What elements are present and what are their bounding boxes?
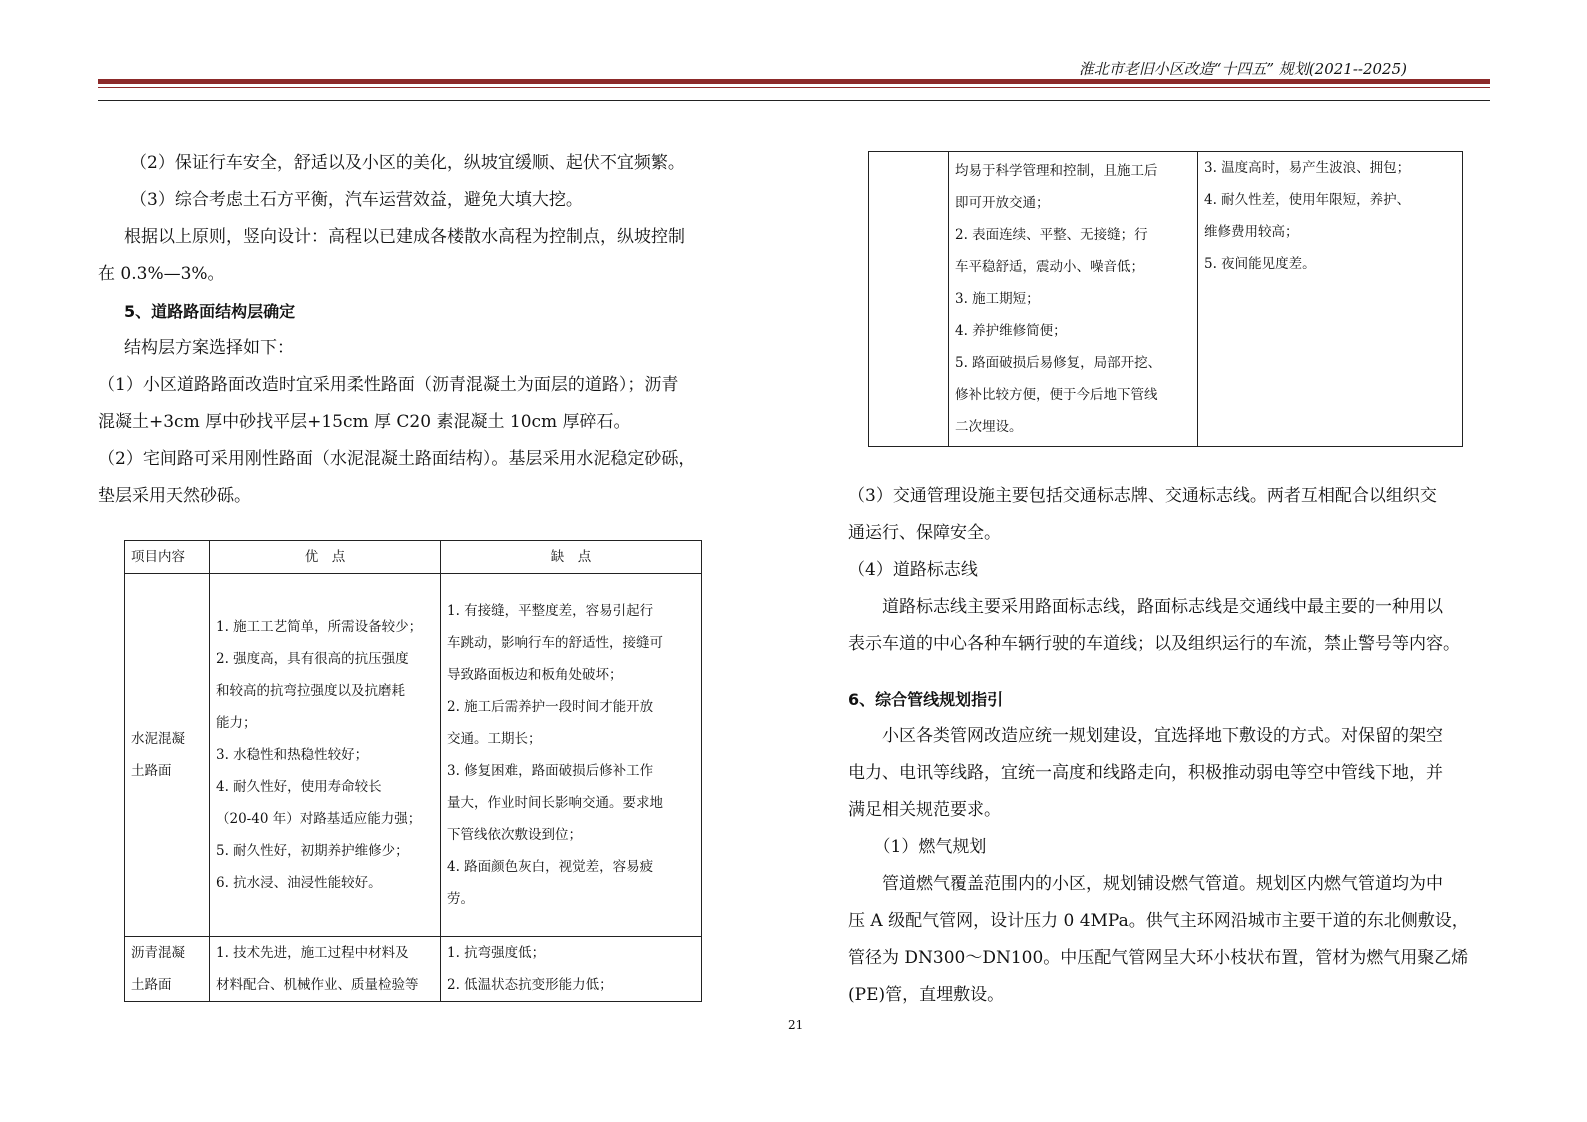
page-header-title: 淮北市老旧小区改造“十四五” 规划(2021--2025)	[1078, 60, 1407, 78]
spacer	[848, 663, 1488, 681]
paragraph: 满足相关规范要求。	[848, 800, 1001, 820]
row-pros-cell: 均易于科学管理和控制，且施工后 即可开放交通； 2. 表面连续、平整、无接缝；行 车平稳舒适，震动小、噪音低； 3. 施工期短； 4. 养护维修简便； 5. 路面破损后易修复，局部开挖、 修补比较方便，便于今后地下管线 二次埋设。	[949, 152, 1198, 447]
row-pros-cell: 1. 施工工艺简单，所需设备较少； 2. 强度高，具有很高的抗压强度 和较高的抗弯拉强度以及抗磨耗 能力； 3. 水稳性和热稳性较好； 4. 耐久性好，使用寿命较长 （20-40 年）对路基适应能力强； 5. 耐久性好，初期养护维修少； 6. 抗水浸、油浸性能较好。	[210, 574, 441, 937]
table-row	[869, 152, 1463, 447]
paragraph: 结构层方案选择如下：	[124, 338, 294, 358]
paragraph: （2）宅间路可采用刚性路面（水泥混凝土路面结构）。基层采用水泥稳定砂砾，	[98, 449, 696, 469]
paragraph: 表示车道的中心各种车辆行驶的车道线；以及组织运行的车流，禁止警号等内容。	[848, 634, 1460, 654]
paragraph: 在 0.3%—3%。	[98, 264, 225, 284]
header-item: 项目内容	[125, 541, 210, 574]
row-name-cell: 沥青混凝 土路面	[125, 937, 210, 1002]
right-column	[848, 478, 1488, 1014]
row-pros-cell: 1. 技术先进，施工过程中材料及 材料配合、机械作业、质量检验等	[210, 937, 441, 1002]
paragraph: （1）小区道路路面改造时宜采用柔性路面（沥青混凝土为面层的道路）；沥青	[98, 375, 679, 395]
pavement-comparison-table	[124, 540, 702, 1002]
header-pros: 优 点	[210, 541, 441, 574]
section-heading-6: 6、综合管线规划指引	[848, 690, 1004, 709]
pavement-comparison-table-continued	[868, 151, 1463, 447]
table-row	[125, 937, 702, 1002]
paragraph: 通运行、保障安全。	[848, 523, 1001, 543]
paragraph: （1）燃气规划	[848, 837, 987, 857]
paragraph: （3）综合考虑土石方平衡，汽车运营效益，避免大填大挖。	[130, 190, 583, 210]
paragraph: 压 A 级配气管网，设计压力 0 4MPa。供气主环网沿城市主要干道的东北侧敷设，	[848, 911, 1469, 931]
header-rule-thick	[98, 79, 1490, 84]
paragraph: 垫层采用天然砂砾。	[98, 486, 251, 506]
table-header-row	[125, 541, 702, 574]
left-column	[98, 145, 738, 515]
header-rule-bottom	[98, 100, 1490, 101]
paragraph: 根据以上原则，竖向设计：高程以已建成各楼散水高程为控制点，纵坡控制	[124, 227, 685, 247]
header-cons: 缺 点	[441, 541, 702, 574]
row-cons-cell: 3. 温度高时，易产生波浪、拥包； 4. 耐久性差，使用年限短，养护、 维修费用较高； 5. 夜间能见度差。	[1198, 152, 1463, 447]
section-heading-5: 5、道路路面结构层确定	[124, 302, 296, 321]
paragraph: 电力、电讯等线路，宜统一高度和线路走向，积极推动弱电等空中管线下地，并	[848, 763, 1443, 783]
paragraph: 混凝土+3cm 厚中砂找平层+15cm 厚 C20 素混凝土 10cm 厚碎石。	[98, 412, 631, 432]
paragraph: 管径为 DN300～DN100。中压配气管网呈大环小枝状布置，管材为燃气用聚乙烯	[848, 948, 1469, 968]
paragraph: （4）道路标志线	[848, 560, 978, 580]
row-name-cell: 水泥混凝 土路面	[125, 574, 210, 937]
row-cons-cell: 1. 有接缝，平整度差，容易引起行 车跳动，影响行车的舒适性，接缝可 导致路面板边和板角处破坏； 2. 施工后需养护一段时间才能开放 交通。工期长； 3. 修复困难，路面破损后修补工作 量大，作业时间长影响交通。要求地 下管线依次敷设到位； 4. 路面颜色灰白，视觉差，容易疲 劳。	[441, 574, 702, 937]
paragraph: (PE)管，直埋敷设。	[848, 985, 1005, 1005]
header-rule-thin	[98, 87, 1490, 88]
row-cons-cell: 1. 抗弯强度低； 2. 低温状态抗变形能力低；	[441, 937, 702, 1002]
paragraph: 小区各类管网改造应统一规划建设，宜选择地下敷设的方式。对保留的架空	[848, 726, 1443, 746]
paragraph: （2）保证行车安全，舒适以及小区的美化，纵坡宜缓顺、起伏不宜频繁。	[130, 153, 685, 173]
paragraph: （3）交通管理设施主要包括交通标志牌、交通标志线。两者互相配合以组织交	[848, 486, 1437, 506]
paragraph: 管道燃气覆盖范围内的小区，规划铺设燃气管道。规划区内燃气管道均为中	[848, 874, 1443, 894]
page-number: 21	[788, 1018, 804, 1032]
table-row	[125, 574, 702, 937]
paragraph: 道路标志线主要采用路面标志线，路面标志线是交通线中最主要的一种用以	[848, 597, 1443, 617]
row-name-cell	[869, 152, 949, 447]
